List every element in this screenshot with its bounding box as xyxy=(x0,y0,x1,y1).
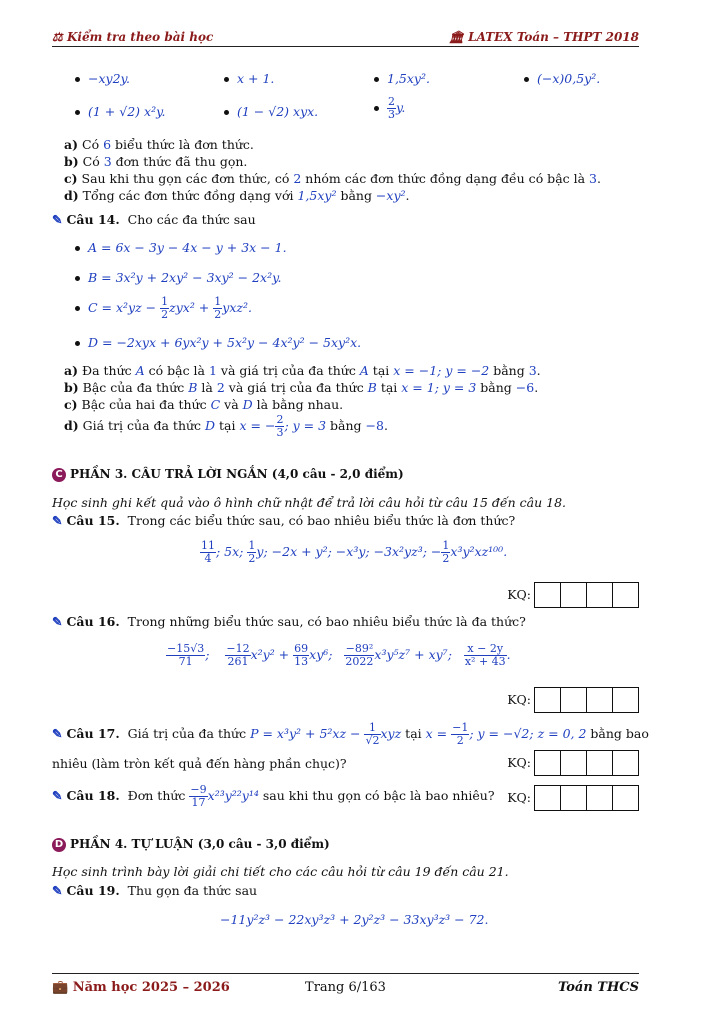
q13-expr-2: x + 1. xyxy=(224,71,274,86)
page-footer xyxy=(52,973,639,1000)
q13-item-d: d) Tổng các đơn thức đồng dạng với 1,5xy² bằng −xy². xyxy=(64,188,410,203)
building-icon: 🏛 xyxy=(448,30,464,44)
section-4-intro: Học sinh trình bày lời giải chi tiết cho các câu hỏi từ câu 19 đến câu 21. xyxy=(52,864,509,879)
q18-answer-boxes[interactable] xyxy=(534,785,639,811)
page-header xyxy=(52,28,639,47)
q14-item-c: c) Bậc của hai đa thức C và D là bằng nhau. xyxy=(64,397,344,412)
q14-poly-d: D = −2xyx + 6yx²y + 5x²y − 4x²y² − 5xy²x. xyxy=(75,335,361,350)
q14-poly-b: B = 3x²y + 2xy² − 3xy² − 2x²y. xyxy=(75,270,281,285)
q13-expr-5: (1 + √2) x²y. xyxy=(75,104,165,119)
q14-item-b: b) Bậc của đa thức B là 2 và giá trị của đa thức B tại x = 1; y = 3 bằng −6. xyxy=(64,380,539,395)
q17-line2: nhiêu (làm tròn kết quả đến hàng phần chục)? xyxy=(52,756,347,771)
q13-item-b: b) Có 3 đơn thức đã thu gọn. xyxy=(64,154,248,169)
q13-expr-7: $\frac{2}{3}$ y. xyxy=(374,96,405,121)
q13-item-c: c) Sau khi thu gọn các đơn thức, có 2 nhóm các đơn thức đồng dạng đều có bậc là 3. xyxy=(64,171,601,186)
section-3-intro: Học sinh ghi kết quả vào ô hình chữ nhật để trả lời câu hỏi từ câu 15 đến câu 18. xyxy=(52,495,566,510)
q14-poly-a: A = 6x − 3y − 4x − y + 3x − 1. xyxy=(75,240,287,255)
q18-heading: ✎ Câu 18. Đơn thức $\frac{-9}{17}$ x²³y²²y¹⁴ sau khi thu gọn có bậc là bao nhiêu? xyxy=(52,783,495,809)
pencil-icon: ✎ xyxy=(52,726,63,741)
briefcase-icon: 💼 xyxy=(52,980,69,995)
q13-expr-6: (1 − √2) xyx. xyxy=(224,104,318,119)
q16-heading: ✎ Câu 16. Trong những biểu thức sau, có bao nhiêu biểu thức là đa thức? xyxy=(52,614,526,629)
footer-left: 💼 Năm học 2025 – 2026 xyxy=(52,980,230,995)
q16-exprs: $\frac{-15√3}{71}$ ; $\frac{-12}{261}$ x²y² + $\frac{69}{13}$ xy⁶; $\frac{\text{−89²}}{2022}$ x³y⁵z⁷ + xy⁷; $\frac{x - 2y}{\text{x² + 43}}$ . xyxy=(167,642,511,668)
q14-heading: ✎ Câu 14. Cho các đa thức sau xyxy=(52,212,256,227)
q18-answer: KQ: xyxy=(0,785,639,811)
q15-exprs: $\frac{11}{4}$ ; 5x; $\frac{1}{2}$ y; −2x + y²; −x³y; −3x²yz³; − $\frac{1}{2}$ x³y²xz¹⁰⁰. xyxy=(201,539,508,565)
q19-heading: ✎ Câu 19. Thu gọn đa thức sau xyxy=(52,883,258,898)
q15-answer: KQ: xyxy=(0,582,639,608)
pencil-icon: ✎ xyxy=(52,513,63,528)
section-3-title: C PHẦN 3. CÂU TRẢ LỜI NGẮN (4,0 câu - 2,0 điểm) xyxy=(52,467,404,482)
q19-expr: −11y²z³ − 22xy³z³ + 2y²z³ − 33xy³z³ − 72. xyxy=(220,912,489,927)
q16-answer: KQ: xyxy=(0,687,639,713)
q14-poly-c: C = x²yz − $\frac{1}{2}$ zyx² + $\frac{1}{2}$ yxz². xyxy=(75,296,252,321)
pencil-icon: ✎ xyxy=(52,883,63,898)
q13-item-a: a) Có 6 biểu thức là đơn thức. xyxy=(64,137,254,152)
q15-answer-boxes[interactable] xyxy=(534,582,639,608)
pencil-icon: ✎ xyxy=(52,614,63,629)
q17-heading: ✎ Câu 17. Giá trị của đa thức P = x³y² + 5²xz − $\frac{1}{√2}$ xyz tại x = $\frac{-1}{2}$ ; y = −√2; z = 0, 2 bằng bao xyxy=(52,721,649,747)
q14-item-a: a) Đa thức A có bậc là 1 và giá trị của đa thức A tại x = −1; y = −2 bằng 3. xyxy=(64,363,541,378)
q17-answer: KQ: xyxy=(0,750,639,776)
pencil-icon: ✎ xyxy=(52,212,63,227)
q13-expr-1: −xy2y. xyxy=(75,71,130,86)
q15-heading: ✎ Câu 15. Trong các biểu thức sau, có bao nhiêu biểu thức là đơn thức? xyxy=(52,513,516,528)
scale-icon: ⚖ xyxy=(52,30,63,44)
header-left: ⚖ Kiểm tra theo bài học xyxy=(52,30,214,44)
q14-item-d: d) Giá trị của đa thức D tại x = − $\frac{2}{3}$ ; y = 3 bằng −8. xyxy=(64,413,388,439)
q17-answer-boxes[interactable] xyxy=(534,750,639,776)
pencil-icon: ✎ xyxy=(52,788,63,803)
q13-expr-3: 1,5xy². xyxy=(374,71,430,86)
header-right: 🏛 LATEX Toán – THPT 2018 xyxy=(448,30,639,44)
section-4-title: D PHẦN 4. TỰ LUẬN (3,0 câu - 3,0 điểm) xyxy=(52,837,330,852)
footer-right: Toán THCS xyxy=(558,980,639,995)
q13-expr-4: (−x)0,5y². xyxy=(524,71,600,86)
page-number: Trang 6/163 xyxy=(305,980,386,995)
q16-answer-boxes[interactable] xyxy=(534,687,639,713)
